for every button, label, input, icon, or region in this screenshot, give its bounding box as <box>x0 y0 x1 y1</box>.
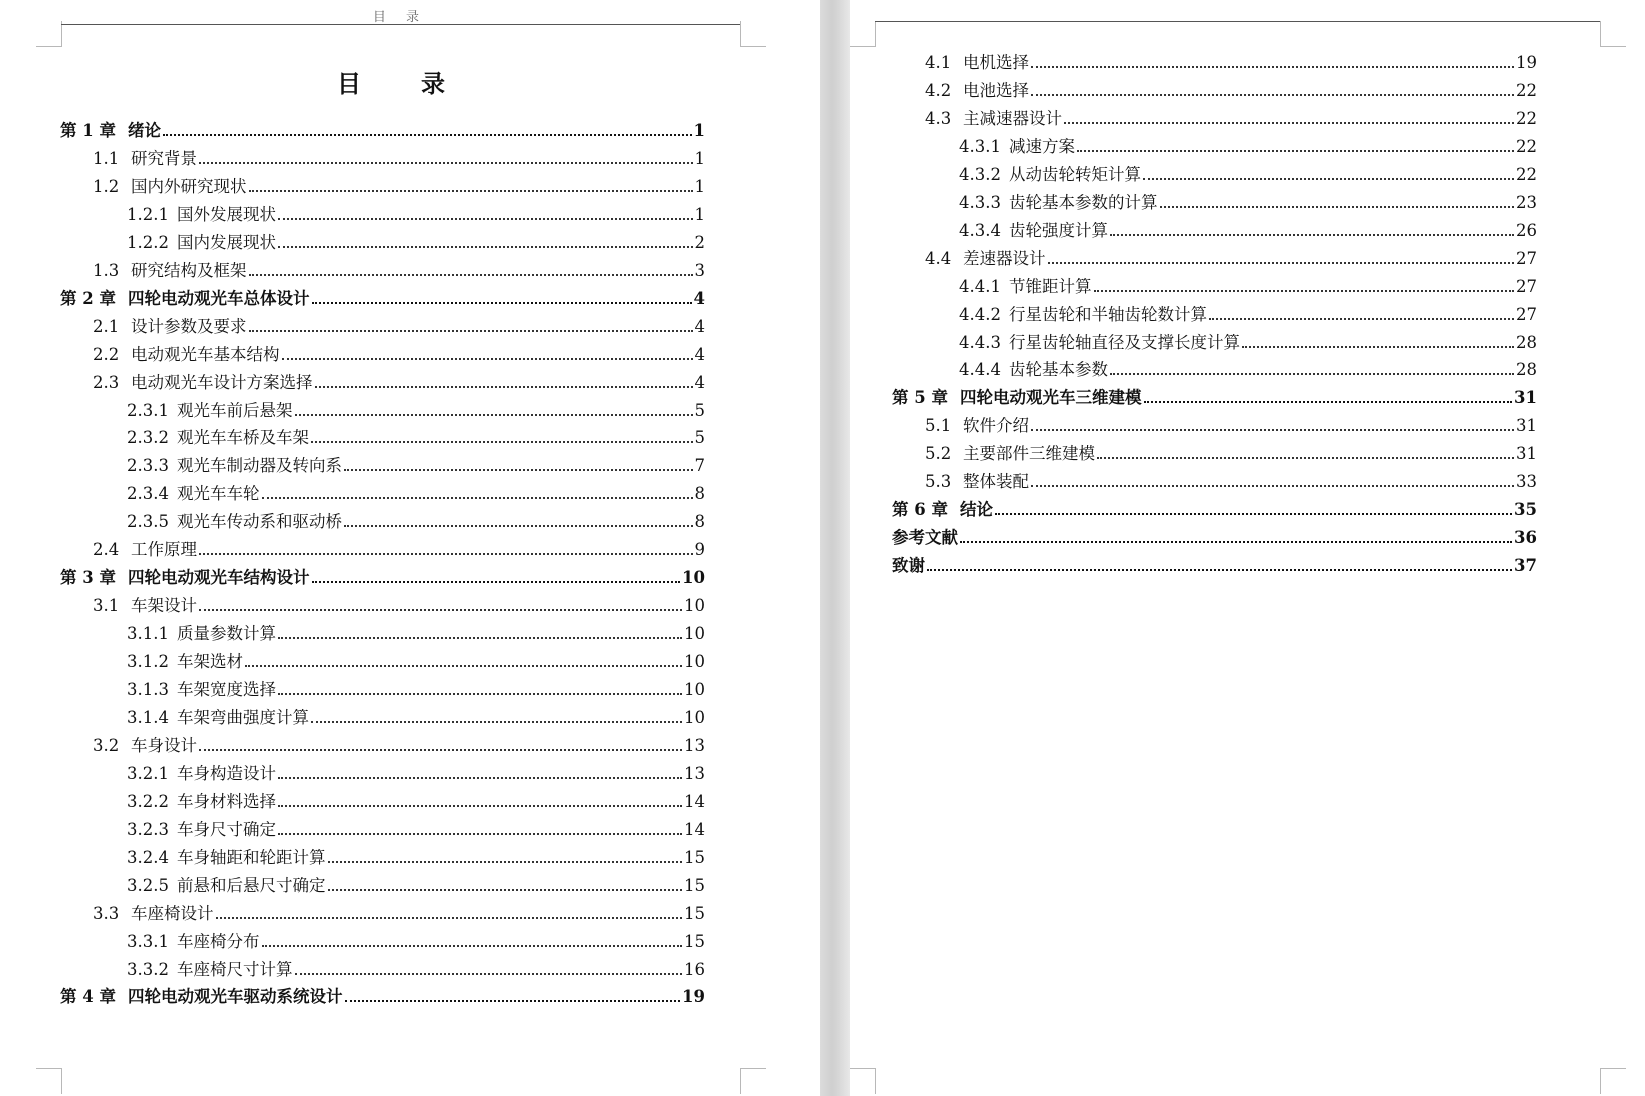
toc-entry-number: 3.1 <box>93 596 120 616</box>
toc-entry-title: 车架设计 <box>131 596 197 616</box>
toc-entry-number: 3.2 <box>93 735 120 755</box>
toc-dot-leader <box>1097 457 1514 459</box>
toc-entry-title: 软件介绍 <box>963 416 1029 436</box>
toc-entry-page: 31 <box>1514 388 1537 408</box>
toc-entry-page: 15 <box>684 931 705 951</box>
toc-entry[interactable] <box>127 198 705 226</box>
toc-entry-number: 2.3.4 <box>127 484 169 504</box>
toc-entry-page: 2 <box>694 232 705 252</box>
toc-entry-page: 8 <box>694 484 705 504</box>
toc-dot-leader <box>1031 429 1514 431</box>
toc-dot-leader <box>995 513 1512 515</box>
toc-dot-leader <box>1064 122 1514 124</box>
toc-entry-number: 5.1 <box>925 416 952 436</box>
toc-entry-number: 2.3.2 <box>127 428 169 448</box>
toc-entry[interactable] <box>127 421 705 449</box>
toc-dot-leader <box>163 134 692 136</box>
toc-entry-number: 4.4.2 <box>959 304 1001 324</box>
toc-entry-number: 5.2 <box>925 444 952 464</box>
toc-dot-leader <box>249 274 693 276</box>
toc-entry-page: 28 <box>1516 332 1537 352</box>
toc-entry-title: 前悬和后悬尺寸确定 <box>177 875 326 895</box>
toc-entry-page: 16 <box>684 959 705 979</box>
toc-entry-title: 观光车前后悬架 <box>177 400 293 420</box>
toc-entry-page: 9 <box>694 540 705 560</box>
toc-entry-page: 8 <box>694 512 705 532</box>
toc-entry[interactable] <box>127 869 705 897</box>
toc-entry[interactable] <box>93 254 705 282</box>
toc-entry-page: 10 <box>684 624 705 644</box>
crop-mark-top-left <box>850 21 876 47</box>
toc-entry-number: 4.4.3 <box>959 332 1001 352</box>
toc-entry-title: 工作原理 <box>131 540 197 560</box>
toc-entry-page: 31 <box>1516 416 1537 436</box>
toc-entry[interactable] <box>925 437 1537 465</box>
toc-dot-leader <box>249 330 693 332</box>
toc-entry[interactable] <box>93 589 705 617</box>
header-rule <box>875 21 1600 22</box>
toc-entry-number: 第 1 章 <box>60 121 116 140</box>
toc-entry-number: 2.3.3 <box>127 456 169 476</box>
toc-dot-leader <box>927 569 1512 571</box>
toc-entry-page: 1 <box>694 176 705 196</box>
toc-dot-leader <box>1031 94 1514 96</box>
toc-entry-page: 10 <box>684 596 705 616</box>
toc-dot-leader <box>249 190 693 192</box>
toc-entry-page: 3 <box>694 260 705 280</box>
toc-entry-title: 行星齿轮轴直径及支撑长度计算 <box>1009 332 1240 352</box>
toc-entry-title: 从动齿轮转矩计算 <box>1009 164 1141 184</box>
toc-entry-number: 3.3 <box>93 903 120 923</box>
toc-entry-page: 5 <box>694 400 705 420</box>
toc-entry[interactable] <box>60 114 705 142</box>
toc-entry-number: 1.2.2 <box>127 232 169 252</box>
toc-entry-number: 4.3.1 <box>959 136 1001 156</box>
toc-entry-page: 4 <box>693 288 705 308</box>
toc-entry-title: 电动观光车设计方案选择 <box>131 372 313 392</box>
toc-dot-leader <box>345 1000 681 1002</box>
toc-dot-leader <box>1242 346 1514 348</box>
toc-entry[interactable] <box>127 505 705 533</box>
toc-dot-leader <box>1160 206 1515 208</box>
toc-entry-number: 3.2.2 <box>127 791 169 811</box>
toc-entry-title: 车身设计 <box>131 735 197 755</box>
toc-dot-leader <box>315 386 693 388</box>
toc-entry-title: 差速器设计 <box>963 248 1046 268</box>
toc-entry-page: 27 <box>1516 304 1537 324</box>
toc-entry-page: 10 <box>684 652 705 672</box>
toc-entry[interactable] <box>959 270 1537 298</box>
toc-dot-leader <box>328 861 683 863</box>
toc-dot-leader <box>278 246 693 248</box>
toc-entry-number: 3.1.4 <box>127 707 169 727</box>
toc-entry-title: 国内外研究现状 <box>131 176 247 196</box>
toc-entry[interactable] <box>127 841 705 869</box>
toc-entry-page: 13 <box>684 735 705 755</box>
toc-entry-number: 5.3 <box>925 472 952 492</box>
toc-entry-page: 31 <box>1516 444 1537 464</box>
toc-entry-number: 1.2 <box>93 176 120 196</box>
toc-entry-page: 37 <box>1514 556 1537 576</box>
toc-dot-leader <box>311 441 693 443</box>
toc-entry-title: 车架宽度选择 <box>177 680 276 699</box>
toc-entry[interactable] <box>127 673 705 701</box>
toc-entry-page: 36 <box>1514 528 1537 548</box>
toc-entry[interactable] <box>93 170 705 198</box>
toc-entry[interactable] <box>892 549 1537 577</box>
toc-entry-page: 14 <box>684 791 705 811</box>
toc-entry-page: 33 <box>1516 472 1537 492</box>
toc-entry-page: 5 <box>694 428 705 448</box>
toc-entry[interactable] <box>127 701 705 729</box>
toc-entry-number: 4.3.4 <box>959 220 1001 240</box>
toc-dot-leader <box>245 665 682 667</box>
toc-entry[interactable] <box>959 298 1537 326</box>
toc-dot-leader <box>295 414 693 416</box>
toc-entry-title: 观光车车轮 <box>177 484 260 504</box>
toc-entry-number: 2.1 <box>93 316 120 336</box>
crop-mark-bottom-left <box>36 1068 62 1094</box>
toc-dot-leader <box>344 525 693 527</box>
toc-entry-title: 四轮电动观光车驱动系统设计 <box>128 987 343 1007</box>
toc-entry-title: 整体装配 <box>963 472 1029 492</box>
toc-entry-page: 15 <box>684 875 705 895</box>
toc-entry-title: 车架弯曲强度计算 <box>177 707 309 727</box>
crop-mark-top-right <box>740 21 766 47</box>
toc-entry-page: 1 <box>694 204 705 224</box>
crop-mark-bottom-right <box>1600 1068 1626 1094</box>
toc-entry[interactable] <box>127 226 705 254</box>
toc-entry-page: 1 <box>693 121 705 140</box>
toc-entry-number: 4.4.4 <box>959 360 1001 380</box>
toc-entry-title: 国内发展现状 <box>177 232 276 252</box>
toc-entry[interactable] <box>127 813 705 841</box>
toc-entry-title: 减速方案 <box>1009 136 1075 156</box>
toc-entry[interactable] <box>60 561 705 589</box>
toc-dot-leader <box>1048 262 1515 264</box>
header-rule <box>61 24 740 25</box>
left-page <box>0 0 820 1096</box>
toc-entry-number: 1.3 <box>93 260 120 280</box>
toc-entry-title: 主减速器设计 <box>963 108 1062 128</box>
toc-entry[interactable] <box>93 310 705 338</box>
toc-entry-number: 2.3 <box>93 372 120 392</box>
toc-entry-page: 35 <box>1514 500 1537 520</box>
toc-entry[interactable] <box>127 449 705 477</box>
crop-mark-bottom-left <box>850 1068 876 1094</box>
toc-entry-page: 4 <box>694 372 705 392</box>
toc-entry[interactable] <box>93 142 705 170</box>
toc-dot-leader <box>960 541 1512 543</box>
toc-entry-title: 绪论 <box>128 121 161 140</box>
toc-entry-number: 3.2.4 <box>127 847 169 867</box>
running-header: 目 录 <box>372 10 428 25</box>
toc-entry-page: 10 <box>684 680 705 699</box>
toc-entry-title: 设计参数及要求 <box>131 316 247 336</box>
toc-entry-title: 车身构造设计 <box>177 763 276 783</box>
toc-entry-title: 电机选择 <box>963 53 1029 72</box>
toc-entry[interactable] <box>93 338 705 366</box>
toc-entry-title: 行星齿轮和半轴齿轮数计算 <box>1009 304 1207 324</box>
toc-entry-page: 1 <box>694 148 705 168</box>
toc-dot-leader <box>262 945 683 947</box>
toc-dot-leader <box>311 721 682 723</box>
toc-entry-number: 4.3.3 <box>959 192 1001 212</box>
toc-dot-leader <box>199 162 693 164</box>
toc-entry-title: 国外发展现状 <box>177 204 276 224</box>
toc-entry-number: 第 2 章 <box>60 288 116 308</box>
toc-dot-leader <box>1031 66 1514 68</box>
toc-dot-leader <box>278 218 693 220</box>
toc-entry-number: 4.3.2 <box>959 164 1001 184</box>
toc-entry-page: 26 <box>1516 220 1537 240</box>
toc-entry[interactable] <box>127 757 705 785</box>
toc-entry[interactable] <box>959 353 1537 381</box>
toc-entry-page: 7 <box>694 456 705 476</box>
page-title: 目 录 <box>337 70 463 98</box>
toc-entry-page: 10 <box>682 568 705 588</box>
toc-entry[interactable] <box>925 102 1537 130</box>
toc-entry[interactable] <box>925 46 1537 74</box>
toc-entry[interactable] <box>892 493 1537 521</box>
page-gutter <box>820 0 850 1096</box>
toc-entry-title: 电动观光车基本结构 <box>131 344 280 364</box>
toc-entry-title: 车座椅设计 <box>131 903 214 923</box>
toc-dot-leader <box>278 805 682 807</box>
toc-entry[interactable] <box>959 130 1537 158</box>
toc-entry-number: 3.1.1 <box>127 624 169 644</box>
toc-entry[interactable] <box>892 521 1537 549</box>
toc-dot-leader <box>216 917 683 919</box>
toc-dot-leader <box>344 469 693 471</box>
toc-entry[interactable] <box>93 729 705 757</box>
toc-dot-leader <box>1031 485 1514 487</box>
toc-entry[interactable] <box>93 533 705 561</box>
toc-entry-number: 3.2.5 <box>127 875 169 895</box>
toc-entry-page: 19 <box>682 987 705 1007</box>
toc-entry-page: 15 <box>684 903 705 923</box>
toc-entry[interactable] <box>127 617 705 645</box>
toc-entry-title: 电池选择 <box>963 80 1029 100</box>
toc-entry-page: 27 <box>1516 276 1537 296</box>
toc-entry-page: 14 <box>684 819 705 839</box>
toc-entry-title: 节锥距计算 <box>1009 276 1092 296</box>
toc-entry-page: 22 <box>1516 108 1537 128</box>
toc-entry-page: 15 <box>684 847 705 867</box>
toc-entry-number: 2.3.1 <box>127 400 169 420</box>
toc-entry-number: 第 6 章 <box>892 500 948 520</box>
toc-entry-number: 1.1 <box>93 148 120 168</box>
toc-entry-page: 22 <box>1516 136 1537 156</box>
toc-dot-leader <box>278 833 682 835</box>
toc-entry-page: 28 <box>1516 360 1537 380</box>
crop-mark-bottom-right <box>740 1068 766 1094</box>
toc-entry-title: 观光车车桥及车架 <box>177 428 309 448</box>
toc-dot-leader <box>1143 178 1514 180</box>
toc-dot-leader <box>262 497 693 499</box>
toc-entry-page: 22 <box>1516 80 1537 100</box>
toc-dot-leader <box>1110 373 1514 375</box>
toc-entry[interactable] <box>60 980 705 1008</box>
toc-entry-title: 齿轮强度计算 <box>1009 220 1108 240</box>
toc-entry-title: 结论 <box>960 500 993 520</box>
toc-entry-number: 3.1.3 <box>127 680 169 699</box>
toc-entry-number: 4.4.1 <box>959 276 1001 296</box>
toc-entry-title: 研究结构及框架 <box>131 260 247 280</box>
toc-dot-leader <box>328 889 683 891</box>
toc-entry[interactable] <box>127 953 705 981</box>
toc-dot-leader <box>312 581 681 583</box>
toc-entry-number: 2.4 <box>93 540 120 560</box>
toc-entry-number: 3.2.3 <box>127 819 169 839</box>
toc-entry-title: 车座椅尺寸计算 <box>177 959 293 979</box>
toc-dot-leader <box>278 693 682 695</box>
toc-entry[interactable] <box>127 785 705 813</box>
toc-entry-number: 第 4 章 <box>60 987 116 1007</box>
toc-entry-title: 车身尺寸确定 <box>177 819 276 839</box>
toc-entry-title: 齿轮基本参数 <box>1009 360 1108 380</box>
toc-entry-page: 13 <box>684 763 705 783</box>
toc-entry-title: 车架选材 <box>177 652 243 672</box>
toc-entry[interactable] <box>959 326 1537 354</box>
toc-dot-leader <box>312 302 692 304</box>
toc-entry-title: 车身轴距和轮距计算 <box>177 847 326 867</box>
toc-entry[interactable] <box>127 645 705 673</box>
toc-dot-leader <box>282 358 693 360</box>
toc-entry-number: 3.3.2 <box>127 959 169 979</box>
toc-entry-number: 第 5 章 <box>892 388 948 408</box>
toc-entry-page: 19 <box>1516 53 1537 72</box>
toc-entry-title: 车身材料选择 <box>177 791 276 811</box>
toc-entry-number: 4.1 <box>925 53 952 72</box>
toc-dot-leader <box>278 777 682 779</box>
toc-entry-number: 3.3.1 <box>127 931 169 951</box>
toc-entry-title: 车座椅分布 <box>177 931 260 951</box>
toc-dot-leader <box>199 609 682 611</box>
toc-dot-leader <box>1110 234 1514 236</box>
toc-dot-leader <box>199 749 682 751</box>
toc-entry-number: 4.2 <box>925 80 952 100</box>
toc-entry-page: 27 <box>1516 248 1537 268</box>
toc-entry-number: 2.3.5 <box>127 512 169 532</box>
toc-entry-title: 观光车传动系和驱动桥 <box>177 512 342 532</box>
toc-dot-leader <box>295 973 683 975</box>
toc-entry-number: 第 3 章 <box>60 568 116 588</box>
toc-entry[interactable] <box>925 242 1537 270</box>
toc-entry[interactable] <box>959 186 1537 214</box>
toc-dot-leader <box>1077 150 1514 152</box>
toc-entry-title: 四轮电动观光车三维建模 <box>960 388 1142 408</box>
toc-entry-number: 4.4 <box>925 248 952 268</box>
toc-entry[interactable] <box>925 74 1537 102</box>
toc-entry-number: 3.1.2 <box>127 652 169 672</box>
toc-entry-number: 3.2.1 <box>127 763 169 783</box>
toc-entry-page: 4 <box>694 316 705 336</box>
toc-entry-page: 4 <box>694 344 705 364</box>
toc-entry-number: 4.3 <box>925 108 952 128</box>
crop-mark-top-right <box>1600 21 1626 47</box>
toc-entry-page: 22 <box>1516 164 1537 184</box>
toc-entry[interactable] <box>60 282 705 310</box>
toc-entry[interactable] <box>892 381 1537 409</box>
toc-entry-title: 观光车制动器及转向系 <box>177 456 342 476</box>
toc-entry-page: 23 <box>1516 192 1537 212</box>
toc-dot-leader <box>199 553 693 555</box>
toc-entry[interactable] <box>959 214 1537 242</box>
toc-entry-title: 参考文献 <box>892 528 958 548</box>
right-page <box>850 0 1645 1096</box>
toc-entry[interactable] <box>959 158 1537 186</box>
toc-entry-title: 研究背景 <box>131 148 197 168</box>
toc-entry-number: 1.2.1 <box>127 204 169 224</box>
toc-entry-title: 四轮电动观光车总体设计 <box>128 288 310 308</box>
toc-dot-leader <box>1144 401 1513 403</box>
toc-entry[interactable] <box>925 465 1537 493</box>
toc-entry[interactable] <box>925 409 1537 437</box>
toc-entry[interactable] <box>127 394 705 422</box>
toc-dot-leader <box>1209 318 1514 320</box>
toc-entry[interactable] <box>93 897 705 925</box>
toc-entry-title: 四轮电动观光车结构设计 <box>128 568 310 588</box>
toc-entry[interactable] <box>127 925 705 953</box>
crop-mark-top-left <box>36 21 62 47</box>
toc-entry-title: 质量参数计算 <box>177 624 276 644</box>
toc-entry-page: 10 <box>684 707 705 727</box>
toc-entry-title: 致谢 <box>892 556 925 576</box>
toc-dot-leader <box>278 637 682 639</box>
toc-entry[interactable] <box>93 366 705 394</box>
toc-entry[interactable] <box>127 477 705 505</box>
toc-entry-title: 主要部件三维建模 <box>963 444 1095 464</box>
toc-dot-leader <box>1094 290 1515 292</box>
toc-entry-number: 2.2 <box>93 344 120 364</box>
toc-entry-title: 齿轮基本参数的计算 <box>1009 192 1158 212</box>
